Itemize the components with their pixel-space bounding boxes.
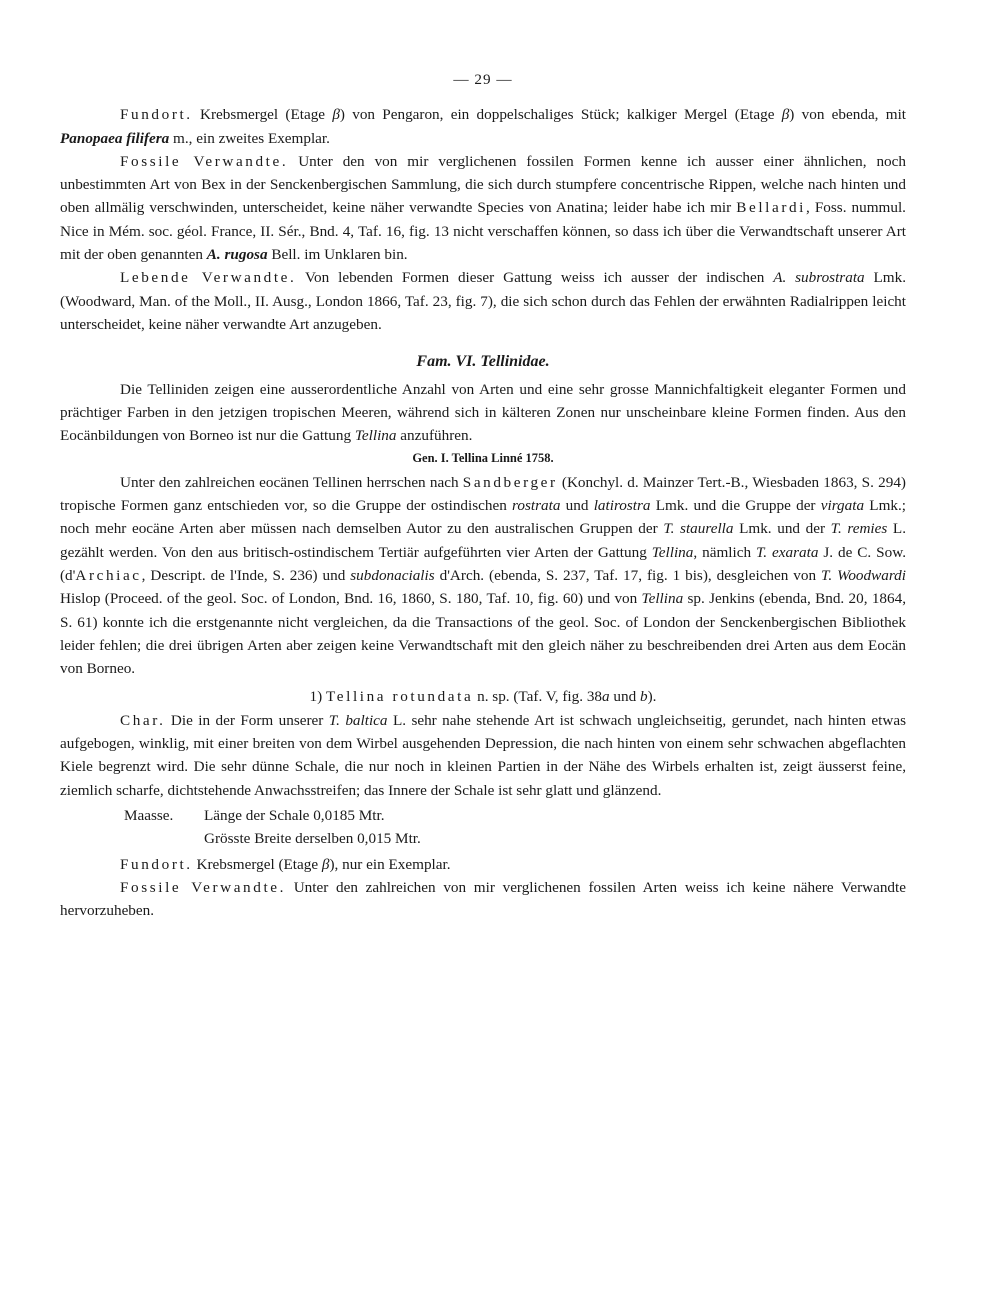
measure-label: Maasse.	[124, 806, 174, 824]
term-fossile-verwandte: Fossile Verwandte.	[120, 878, 287, 896]
paragraph-tellinen: Unter den zahlreichen eocänen Tellinen herrschen nach Sandberger (Konchyl. d. Mainzer Tert.-B., Wiesbaden 1863, S. 294) tropische Formen ganz entschieden vor, so die Gruppe der ostindischen rostrata und latirostra Lmk. und die Gruppe der virgata Lmk.; noch mehr eocäne Arten aber müssen nach demselben Autor zu den australischen Gruppen der T. staurella Lmk. und der T. remies L. gezählt werden. Von den aus britisch-ostindischem Tertiär aufgeführten vier Arten der Gattung Tellina, nämlich T. exarata J. de C. Sow. (d'Archiac, Descript. de l'Inde, S. 236) und subdonacialis d'Arch. (ebenda, S. 237, Taf. 17, fig. 1 bis), desgleichen von T. Woodwardi Hislop (Proceed. of the geol. Soc. of London, Bnd. 16, 1860, S. 180, Taf. 10, fig. 60) und von Tellina sp. Jenkins (ebenda, Bnd. 20, 1864, S. 61) konnte ich die erstgenannte nicht vergleichen, da die Transactions of the geol. Soc. of London der Senckenbergischen Bibliothek leider fehlen; die drei übrigen Arten aber zeigen keine Verwandtschaft mit den gleich näher zu beschreibenden drei Arten aus dem Eocän von Borneo.	[60, 473, 907, 678]
taxon-name: latirostra	[593, 497, 651, 515]
term-lebende-verwandte: Lebende Verwandte.	[120, 269, 297, 287]
taxon-name: subdonacialis	[350, 566, 435, 584]
family-heading: Fam. VI. Tellinidae.	[416, 353, 550, 371]
taxon-name: T. Woodwardi	[821, 566, 906, 584]
taxon-name: A. subrostrata	[773, 269, 865, 287]
author-name: Bellardi	[736, 199, 806, 217]
term-fundort: Fundort.	[120, 855, 193, 873]
taxon-name: Tellina	[651, 543, 694, 561]
taxon-name: Tellina	[354, 427, 397, 445]
taxon-name: rostrata	[512, 497, 561, 515]
paragraph-fossile-verwandte-1: Fossile Verwandte. Unter den von mir verglichenen fossilen Formen kenne ich ausser einer ähnlichen, noch unbestimmten Art von Bex in der Senckenbergischen Sammlung, die sich durch stumpfere concentrische Rippen, welche nach hinten und oben allmälig verschwinden, unterscheidet, keine näher verwandte Species von Anatina; leider habe ich mir Bellardi, Foss. nummul. Nice in Mém. soc. géol. France, II. Sér., Bnd. 4, Taf. 16, fig. 13 nicht verschaffen können, so dass ich über die Verwandtschaft unserer Art mit der oben genannten A. rugosa Bell. im Unklaren bin.	[60, 152, 906, 264]
paragraph-lebende-verwandte: Lebende Verwandte. Von lebenden Formen dieser Gattung weiss ich ausser der indischen A. subrostrata Lmk. (Woodward, Man. of the Moll., II. Ausg., London 1866, Taf. 23, fig. 7), die sich schon durch das Fehlen der erwähnten Radialrippen leicht unterscheidet, keine näher verwandte Art anzugeben.	[60, 269, 907, 333]
beta-symbol: β	[321, 855, 330, 873]
taxon-name: T. remies	[830, 520, 888, 538]
paragraph-fundort-2: Fundort. Krebsmergel (Etage β), nur ein Exemplar.	[120, 855, 451, 873]
beta-symbol: β	[781, 106, 790, 124]
page-number: — 29 —	[453, 71, 513, 88]
taxon-name: T. exarata	[755, 543, 819, 561]
author-name: Archiac	[75, 566, 142, 584]
paragraph-fundort-1: Fundort. Krebsmergel (Etage β) von Pengaron, ein doppelschaliges Stück; kalkiger Mergel (Etage β) von ebenda, mit Panopaea filifera m., ein zweites Exemplar.	[60, 106, 907, 147]
paragraph-char: Char. Die in der Form unserer T. baltica L. sehr nahe stehende Art ist schwach ungleichseitig, gerundet, nach hinten etwas aufgebogen, winklig, mit einer breiten von dem Wirbel ausgehenden Depression, die nach hinten von einem sehr schwachen abgeflachten Kiele begrenzt wird. Die sehr dünne Schale, die nur noch in kleinen Partien in der Nähe des Wirbels erhalten ist, zeigt äusserst feine, ziemlich scharfe, dichtstehende Anwachsstreifen; das Innere der Schale ist sehr glatt und glänzend.	[60, 711, 906, 799]
measurements	[124, 804, 906, 851]
species-name: Tellina rotundata	[325, 688, 474, 706]
taxon-name: A. rugosa	[206, 246, 268, 264]
paragraph-telliniden: Die Telliniden zeigen eine ausserordentliche Anzahl von Arten und eine sehr grosse Mannichfaltigkeit eleganter Formen und prächtiger Farben in den jetzigen tropischen Meeren, während sich in kälteren Zonen nur unscheinbare kleine Formen finden. Aus den Eocänbildungen von Borneo ist nur die Gattung Tellina anzuführen.	[60, 380, 906, 445]
term-char: Char.	[120, 711, 166, 729]
author-name: Sandberger	[462, 473, 558, 491]
term-fundort: Fundort.	[120, 106, 193, 124]
term-fossile-verwandte: Fossile Verwandte.	[120, 152, 289, 170]
measure-width: Grösste Breite derselben 0,015 Mtr.	[204, 830, 421, 848]
document-page	[60, 68, 906, 922]
taxon-name: virgata	[820, 497, 865, 515]
taxon-name: T. staurella	[663, 520, 734, 538]
beta-symbol: β	[332, 106, 340, 124]
taxon-name: Tellina	[641, 590, 684, 608]
taxon-name: Panopaea filifera	[60, 129, 170, 147]
paragraph-fossile-verwandte-2: Fossile Verwandte. Unter den zahlreichen von mir verglichenen fossilen Arten weiss ich keine nähere Verwandte hervorzuheben.	[60, 878, 906, 920]
genus-heading: Gen. I. Tellina Linné 1758.	[412, 451, 554, 466]
measure-length: Länge der Schale 0,0185 Mtr.	[204, 806, 385, 824]
species-heading: 1) Tellina rotundata n. sp. (Taf. V, fig. 38a und b).	[309, 688, 657, 706]
taxon-name: T. baltica	[328, 711, 388, 729]
